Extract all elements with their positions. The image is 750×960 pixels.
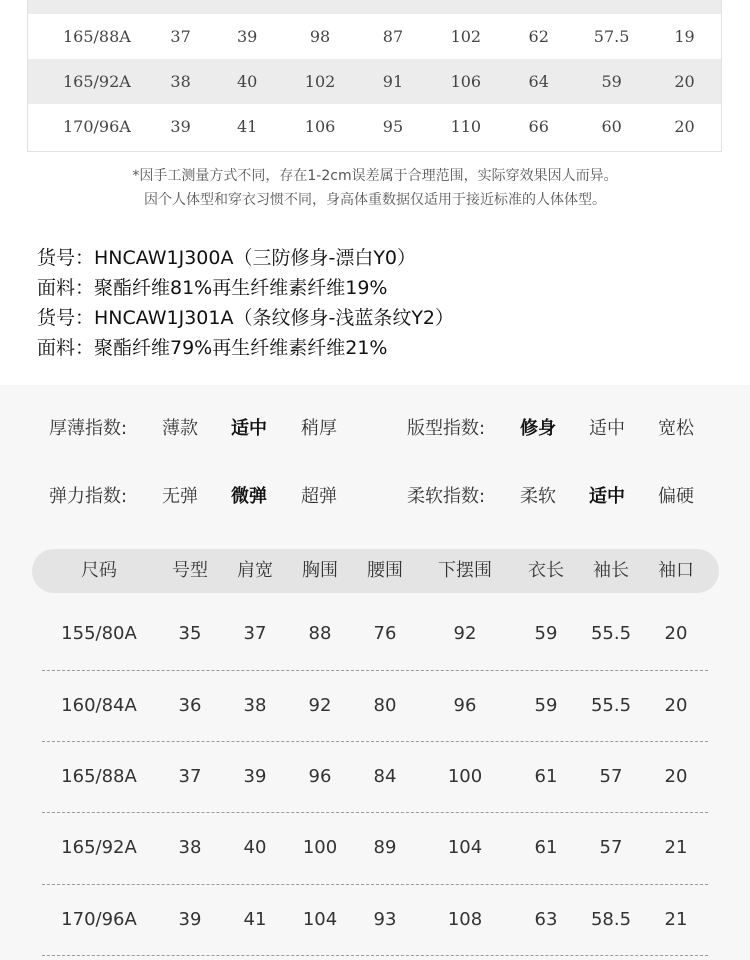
- table-cell: 165/92A: [61, 837, 137, 858]
- fabric-line: 面料：聚酯纤维81%再生纤维素纤维19%: [37, 277, 388, 299]
- header-cell: 号型: [172, 560, 208, 581]
- table-row: [28, 14, 721, 59]
- table-cell: 40: [236, 72, 258, 91]
- table-cell: 61: [534, 766, 558, 787]
- table-cell: 62: [528, 27, 549, 46]
- table-cell: 39: [236, 27, 258, 46]
- header-cell: 尺码: [81, 560, 117, 581]
- table-cell: 57: [599, 837, 623, 858]
- table-cell: 96: [308, 766, 332, 787]
- note-line: *因手工测量方式不同，存在1-2cm误差属于合理范围，实际穿效果因人而异。: [132, 168, 618, 184]
- table-cell: 39: [243, 766, 267, 787]
- fit-option: 适中: [589, 418, 625, 439]
- measurement-note: [0, 164, 750, 212]
- table-cell: 20: [664, 623, 688, 644]
- table-cell: 100: [302, 837, 338, 858]
- fabric-line: 面料：聚酯纤维79%再生纤维素纤维21%: [37, 337, 388, 359]
- table-cell: 87: [382, 27, 404, 46]
- header-cell: 袖口: [658, 560, 694, 581]
- softness-index-label: 柔软指数:: [407, 486, 486, 507]
- table-cell: 19: [674, 27, 695, 46]
- table-row: [0, 812, 750, 884]
- table-cell: 100: [447, 766, 483, 787]
- table-cell: 76: [373, 623, 397, 644]
- table-cell: 61: [534, 837, 558, 858]
- table-cell: 93: [373, 909, 397, 930]
- table-cell: 59: [601, 72, 622, 91]
- header-cell: 肩宽: [237, 560, 273, 581]
- table-cell: 20: [664, 695, 688, 716]
- header-cell: 衣长: [528, 560, 564, 581]
- thickness-option: 稍厚: [301, 418, 337, 439]
- table-cell: 39: [170, 117, 191, 136]
- softness-option-selected: 适中: [589, 486, 625, 507]
- table-cell: 108: [447, 909, 483, 930]
- table-row: [0, 884, 750, 956]
- header-cell: 胸围: [302, 560, 338, 581]
- table-row: [0, 670, 750, 742]
- index-row: [0, 479, 750, 515]
- elasticity-option: 超弹: [301, 486, 337, 507]
- table-cell: 110: [450, 117, 482, 136]
- table-cell: 41: [236, 117, 258, 136]
- table-cell: 38: [178, 837, 202, 858]
- table-cell: 57.5: [593, 27, 630, 46]
- header-cell: 腰围: [367, 560, 403, 581]
- table-cell: 64: [528, 72, 549, 91]
- table-cell: 165/92A: [62, 72, 131, 91]
- product-code-line: 货号：HNCAW1J300A（三防修身-漂白Y0）: [37, 247, 417, 269]
- table-cell: 165/88A: [62, 27, 131, 46]
- table-cell: 89: [373, 837, 397, 858]
- product-code-line: 货号：HNCAW1J301A（条纹修身-浅蓝条纹Y2）: [37, 307, 455, 329]
- table-cell: 155/80A: [61, 623, 137, 644]
- table-cell: 170/96A: [62, 117, 131, 136]
- table-cell: 20: [674, 117, 695, 136]
- table-cell: 84: [373, 766, 397, 787]
- table-cell: 37: [243, 623, 267, 644]
- fit-option: 宽松: [658, 418, 694, 439]
- table-cell: 160/84A: [61, 695, 137, 716]
- thickness-option: 薄款: [162, 418, 198, 439]
- table-cell: 170/96A: [61, 909, 137, 930]
- bottom-section: [0, 385, 750, 960]
- table-cell: 88: [308, 623, 332, 644]
- table-cell: 98: [309, 27, 331, 46]
- table-cell: 21: [664, 909, 688, 930]
- table-cell: 59: [534, 623, 558, 644]
- size-table-upper: [27, 0, 722, 152]
- table-cell: 55.5: [590, 695, 632, 716]
- table-cell: 63: [534, 909, 558, 930]
- table-row: [0, 598, 750, 670]
- table-cell: 36: [178, 695, 202, 716]
- table-cell: 96: [453, 695, 477, 716]
- table-cell: 104: [447, 837, 483, 858]
- note-line: 因个人体型和穿衣习惯不同，身高体重数据仅适用于接近标准的人体体型。: [144, 192, 606, 208]
- table-cell: 106: [304, 117, 336, 136]
- table-cell: 55.5: [590, 623, 632, 644]
- table-cell: 104: [302, 909, 338, 930]
- softness-option: 偏硬: [658, 486, 694, 507]
- elasticity-option: 无弹: [162, 486, 198, 507]
- table-cell: 41: [243, 909, 267, 930]
- table-row: [28, 59, 721, 104]
- table-cell: 102: [304, 72, 336, 91]
- table-cell: 92: [453, 623, 477, 644]
- elasticity-option-selected: 微弹: [231, 486, 267, 507]
- table-cell: 80: [373, 695, 397, 716]
- thickness-index-label: 厚薄指数:: [49, 418, 128, 439]
- table-cell: 106: [450, 72, 482, 91]
- table-cell: 92: [308, 695, 332, 716]
- table-row: [28, 104, 721, 149]
- table-cell: 57: [599, 766, 623, 787]
- fit-index-label: 版型指数:: [407, 418, 486, 439]
- table-cell: 38: [243, 695, 267, 716]
- size-table-header: [32, 549, 719, 593]
- table-cell: 66: [528, 117, 549, 136]
- table-row: [0, 741, 750, 813]
- header-cell: 袖长: [593, 560, 629, 581]
- table-cell: 91: [382, 72, 404, 91]
- softness-option: 柔软: [520, 486, 556, 507]
- table-cell: 40: [243, 837, 267, 858]
- index-row: [0, 411, 750, 447]
- table-cell: 21: [664, 837, 688, 858]
- header-cell: 下摆围: [438, 560, 492, 581]
- table-cell: 37: [178, 766, 202, 787]
- table-cell: 165/88A: [61, 766, 137, 787]
- elasticity-index-label: 弹力指数:: [49, 486, 128, 507]
- table-cell: 39: [178, 909, 202, 930]
- table-cell: 60: [601, 117, 622, 136]
- table-cell: 58.5: [590, 909, 632, 930]
- fit-option-selected: 修身: [520, 418, 556, 439]
- table-cell: 38: [170, 72, 191, 91]
- table-cell: 20: [674, 72, 695, 91]
- table-cell: 95: [382, 117, 404, 136]
- row-divider: [42, 955, 708, 956]
- table-cell: 37: [170, 27, 191, 46]
- table-cell: 20: [664, 766, 688, 787]
- table-top-edge: [28, 0, 721, 14]
- table-cell: 102: [450, 27, 482, 46]
- product-info: [37, 243, 454, 363]
- table-cell: 35: [178, 623, 202, 644]
- top-section: [0, 0, 750, 385]
- thickness-option-selected: 适中: [231, 418, 267, 439]
- table-cell: 59: [534, 695, 558, 716]
